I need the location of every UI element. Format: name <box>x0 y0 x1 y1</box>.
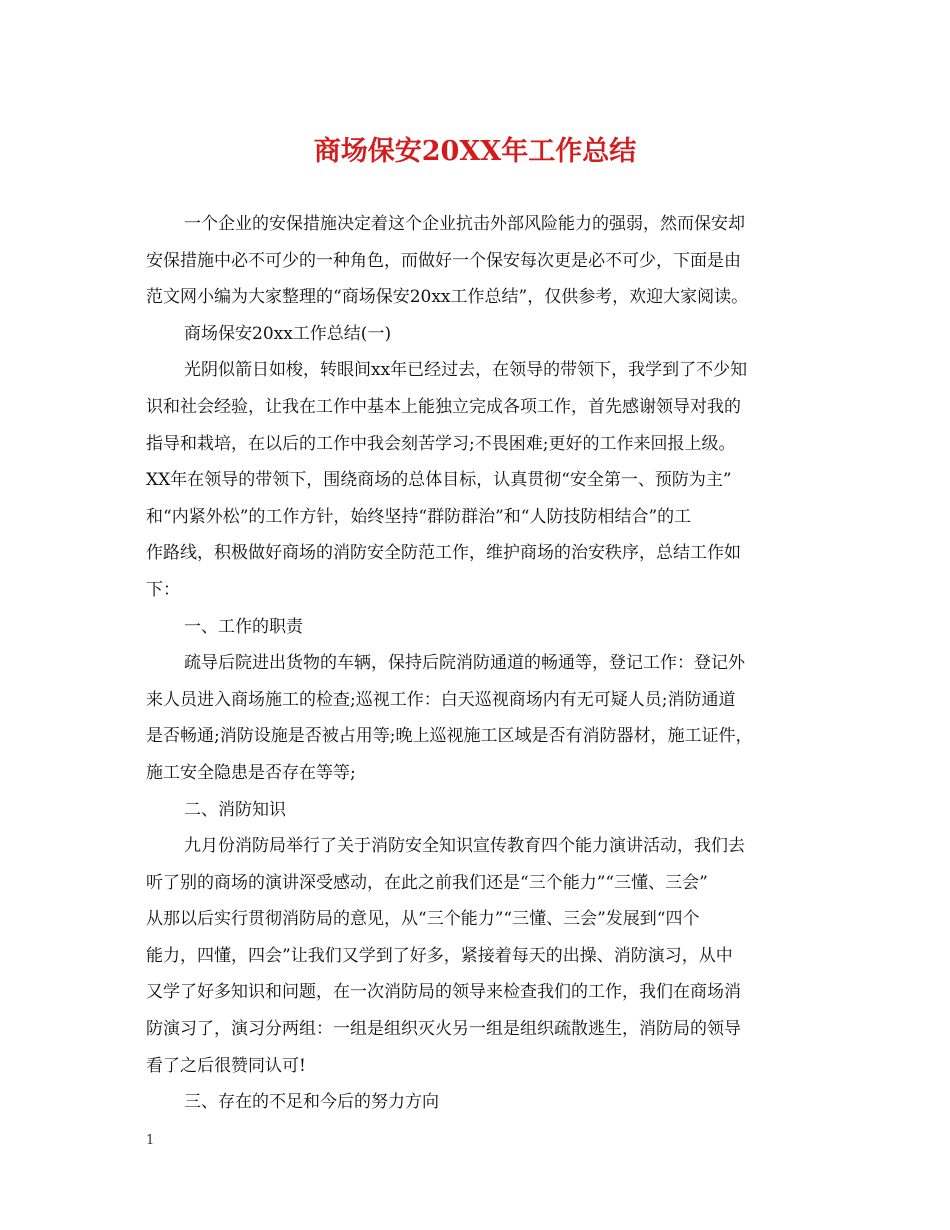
text-line: 作路线，积极做好商场的消防安全防范工作，维护商场的治安秩序，总结工作如 <box>146 543 741 564</box>
text-line: 下： <box>146 579 180 600</box>
text-line: 一、工作的职责 <box>184 616 303 637</box>
document-title: 商场保安20XX年工作总结 <box>313 136 637 167</box>
text-line: 从那以后实行贯彻消防局的意见，从“三个能力”“三懂、三会”发展到“四个 <box>146 909 700 930</box>
text-line: 又学了好多知识和问题，在一次消防局的领导来检查我们的工作，我们在商场消 <box>146 982 741 1003</box>
text-line: 指导和栽培，在以后的工作中我会刻苦学习;不畏困难;更好的工作来回报上级。 <box>146 433 736 454</box>
text-line: 识和社会经验，让我在工作中基本上能独立完成各项工作，首先感谢领导对我的 <box>146 396 741 417</box>
document-body <box>146 206 826 1121</box>
text-line: 能力，四懂，四会”让我们又学到了好多，紧接着每天的出操、消防演习，从中 <box>146 945 733 966</box>
text-line: 商场保安20xx工作总结(一) <box>184 323 392 344</box>
text-line: 疏导后院进出货物的车辆，保持后院消防通道的畅通等，登记工作：登记外 <box>184 653 745 674</box>
text-line: 安保措施中必不可少的一种角色，而做好一个保安每次更是必不可少，下面是由 <box>146 250 741 271</box>
text-line: XX年在领导的带领下，围绕商场的总体目标，认真贯彻“安全第一、预防为主” <box>146 470 732 491</box>
text-line: 看了之后很赞同认可! <box>146 1055 306 1076</box>
text-line: 来人员进入商场施工的检查;巡视工作：白天巡视商场内有无可疑人员;消防通道 <box>146 689 736 710</box>
text-line: 二、消防知识 <box>184 799 286 820</box>
text-line: 三、存在的不足和今后的努力方向 <box>184 1092 439 1113</box>
text-line: 一个企业的安保措施决定着这个企业抗击外部风险能力的强弱，然而保安却 <box>184 214 745 234</box>
text-line: 九月份消防局举行了关于消防安全知识宣传教育四个能力演讲活动，我们去 <box>184 836 745 857</box>
text-line: 防演习了，演习分两组：一组是组织灭火另一组是组织疏散逃生，消防局的领导 <box>146 1019 741 1040</box>
text-line: 光阴似箭日如梭，转眼间xx年已经过去，在领导的带领下，我学到了不少知 <box>184 360 748 381</box>
text-line: 和“内紧外松”的工作方针，始终坚持“群防群治”和“人防技防相结合”的工 <box>146 506 692 527</box>
page-number: 1 <box>146 1133 155 1148</box>
text-line: 施工安全隐患是否存在等等; <box>146 762 356 783</box>
text-line: 是否畅通;消防设施是否被占用等;晚上巡视施工区域是否有消防器材，施工证件， <box>146 726 753 747</box>
text-line: 听了别的商场的演讲深受感动，在此之前我们还是“三个能力”“三懂、三会” <box>146 872 708 893</box>
text-line: 范文网小编为大家整理的“商场保安20xx工作总结”，仅供参考，欢迎大家阅读。 <box>146 287 749 308</box>
